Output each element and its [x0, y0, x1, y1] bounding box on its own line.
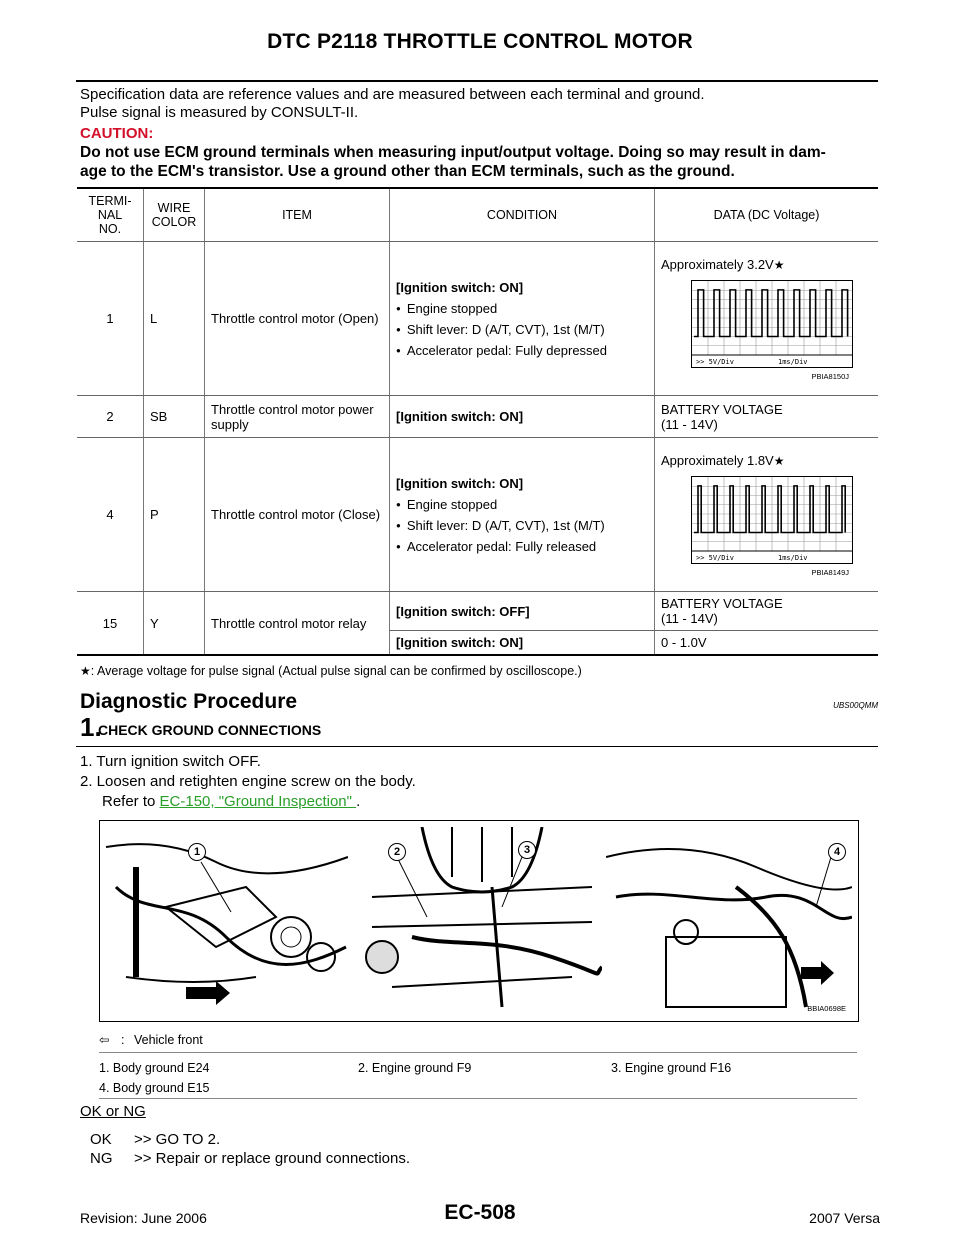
- oscilloscope-waveform: [691, 476, 853, 564]
- caution-text: [80, 143, 880, 181]
- step-rule: [76, 746, 878, 747]
- footnote-text: : Average voltage for pulse signal (Actual pulse signal can be confirmed by oscilloscope.): [90, 664, 582, 678]
- header-condition: CONDITION: [390, 188, 655, 242]
- legend-rule: [99, 1052, 857, 1053]
- svg-text:1ms/Div: 1ms/Div: [778, 553, 808, 562]
- legend-item: 1. Body ground E24: [99, 1061, 210, 1075]
- condition-heading: [Ignition switch: OFF]: [396, 603, 530, 619]
- header-item: ITEM: [205, 188, 390, 242]
- star-icon: ★: [773, 257, 785, 272]
- table-row: [77, 396, 878, 438]
- condition-heading: [Ignition switch: ON]: [396, 635, 524, 650]
- svg-text:>> 5V/Div: >> 5V/Div: [696, 553, 734, 562]
- engine-photo-left: [106, 827, 348, 1015]
- footer-model: 2007 Versa: [809, 1210, 880, 1226]
- condition-heading: [Ignition switch: ON]: [396, 475, 524, 491]
- legend-front-label: Vehicle front: [133, 1033, 203, 1047]
- callout-2: 2: [388, 843, 406, 861]
- engine-photo-center: [352, 827, 602, 1015]
- data-value: (11 - 14V): [661, 611, 718, 626]
- row-data: [655, 592, 879, 631]
- terminal-spec-table: [77, 187, 878, 656]
- result-choices: [90, 1130, 410, 1168]
- legend-item: 2. Engine ground F9: [358, 1061, 472, 1075]
- footnote: [80, 664, 582, 678]
- condition-bullet: ● Accelerator pedal: Fully depressed: [396, 343, 648, 358]
- row-condition: [390, 592, 655, 631]
- star-icon: ★: [80, 664, 91, 678]
- row-item: Throttle control motor power supply: [205, 396, 390, 438]
- callout-1: 1: [188, 843, 206, 861]
- section-id: UBS00QMM: [833, 701, 878, 710]
- header-terminal: TERMI- NAL NO.: [77, 188, 144, 242]
- ground-locations-figure: [99, 820, 859, 1022]
- data-value: BATTERY VOLTAGE: [661, 596, 783, 611]
- data-value: Approximately 3.2V: [661, 256, 774, 272]
- row-condition: [390, 242, 655, 396]
- row-condition: [390, 438, 655, 592]
- row-item: Throttle control motor (Open): [205, 242, 390, 396]
- intro-line-1: Specification data are reference values and are measured between each terminal and ground.: [80, 86, 705, 103]
- intro-text: [80, 86, 705, 122]
- row-data: [655, 438, 879, 592]
- result-heading: OK or NG: [80, 1103, 146, 1120]
- row-item: Throttle control motor relay: [205, 592, 390, 656]
- callout-4: 4: [828, 843, 846, 861]
- intro-line-2: Pulse signal is measured by CONSULT-II.: [80, 104, 359, 121]
- header-wire: WIRE COLOR: [144, 188, 205, 242]
- condition-heading: [Ignition switch: ON]: [396, 409, 524, 424]
- table-row: [77, 242, 878, 396]
- row-terminal: 1: [77, 242, 144, 396]
- condition-bullet: ● Shift lever: D (A/T, CVT), 1st (M/T): [396, 322, 648, 337]
- condition-heading: [Ignition switch: ON]: [396, 279, 524, 295]
- star-icon: ★: [773, 453, 785, 468]
- condition-bullet: ● Shift lever: D (A/T, CVT), 1st (M/T): [396, 518, 648, 533]
- instruction-step: Refer to EC-150, "Ground Inspection" .: [102, 793, 361, 810]
- table-header-row: [77, 188, 878, 242]
- engine-photo-right: [606, 827, 852, 1015]
- svg-text:1ms/Div: 1ms/Div: [778, 357, 808, 366]
- data-value: (11 - 14V): [661, 416, 718, 432]
- instruction-step: 2. Loosen and retighten engine screw on the body.: [80, 773, 416, 790]
- row-wire: Y: [144, 592, 205, 656]
- row-data: 0 - 1.0V: [655, 631, 879, 656]
- figure-id: PBIA8149J: [811, 567, 849, 577]
- instruction-list: [80, 752, 416, 812]
- figure-bottom-rule: [99, 1098, 857, 1099]
- table-row: [77, 592, 878, 631]
- header-data: DATA (DC Voltage): [655, 188, 879, 242]
- page-title: DTC P2118 THROTTLE CONTROL MOTOR: [267, 30, 693, 53]
- svg-text:>> 5V/Div: >> 5V/Div: [696, 357, 734, 366]
- row-data: [655, 396, 879, 438]
- ok-choice: OK >> GO TO 2.: [90, 1131, 221, 1148]
- section-title: Diagnostic Procedure: [80, 690, 298, 713]
- ng-choice: NG >> Repair or replace ground connections.: [90, 1150, 411, 1167]
- instruction-step: 1. Turn ignition switch OFF.: [80, 753, 261, 770]
- row-wire: L: [144, 242, 205, 396]
- legend-item: 3. Engine ground F16: [611, 1061, 732, 1075]
- condition-bullet: ● Engine stopped: [396, 497, 648, 512]
- caution-label: CAUTION:: [80, 125, 154, 142]
- legend-item: 4. Body ground E15: [99, 1081, 210, 1095]
- callout-3: 3: [518, 841, 536, 859]
- caution-line-2: age to the ECM's transistor. Use a ground other than ECM terminals, such as the ground.: [80, 163, 735, 180]
- title-rule: [76, 80, 878, 82]
- data-value: BATTERY VOLTAGE: [661, 401, 783, 417]
- row-wire: P: [144, 438, 205, 592]
- data-value: Approximately 1.8V: [661, 452, 774, 468]
- caution-line-1: Do not use ECM ground terminals when measuring input/output voltage. Doing so may result in dam-: [80, 144, 826, 161]
- step-number: 1.: [80, 712, 102, 742]
- vehicle-front-arrow-icon: ⇦: [99, 1033, 110, 1047]
- table-row: [77, 438, 878, 592]
- figure-id: PBIA8150J: [811, 371, 849, 381]
- row-data: [655, 242, 879, 396]
- row-condition: [390, 631, 655, 656]
- figure-id: BBIA0698E: [807, 1004, 846, 1013]
- row-terminal: 2: [77, 396, 144, 438]
- row-terminal: 15: [77, 592, 144, 656]
- condition-bullet: ● Engine stopped: [396, 301, 648, 316]
- ground-inspection-link[interactable]: EC-150, "Ground Inspection": [159, 793, 357, 810]
- condition-bullet: ● Accelerator pedal: Fully released: [396, 539, 648, 554]
- footer-page-number: EC-508: [444, 1201, 516, 1224]
- legend-vehicle-front: ⇦ : Vehicle front: [99, 1033, 203, 1047]
- row-condition: [390, 396, 655, 438]
- row-item: Throttle control motor (Close): [205, 438, 390, 592]
- oscilloscope-waveform: [691, 280, 853, 368]
- step-title: CHECK GROUND CONNECTIONS: [98, 722, 322, 738]
- footer-revision: Revision: June 2006: [80, 1210, 207, 1226]
- row-wire: SB: [144, 396, 205, 438]
- row-terminal: 4: [77, 438, 144, 592]
